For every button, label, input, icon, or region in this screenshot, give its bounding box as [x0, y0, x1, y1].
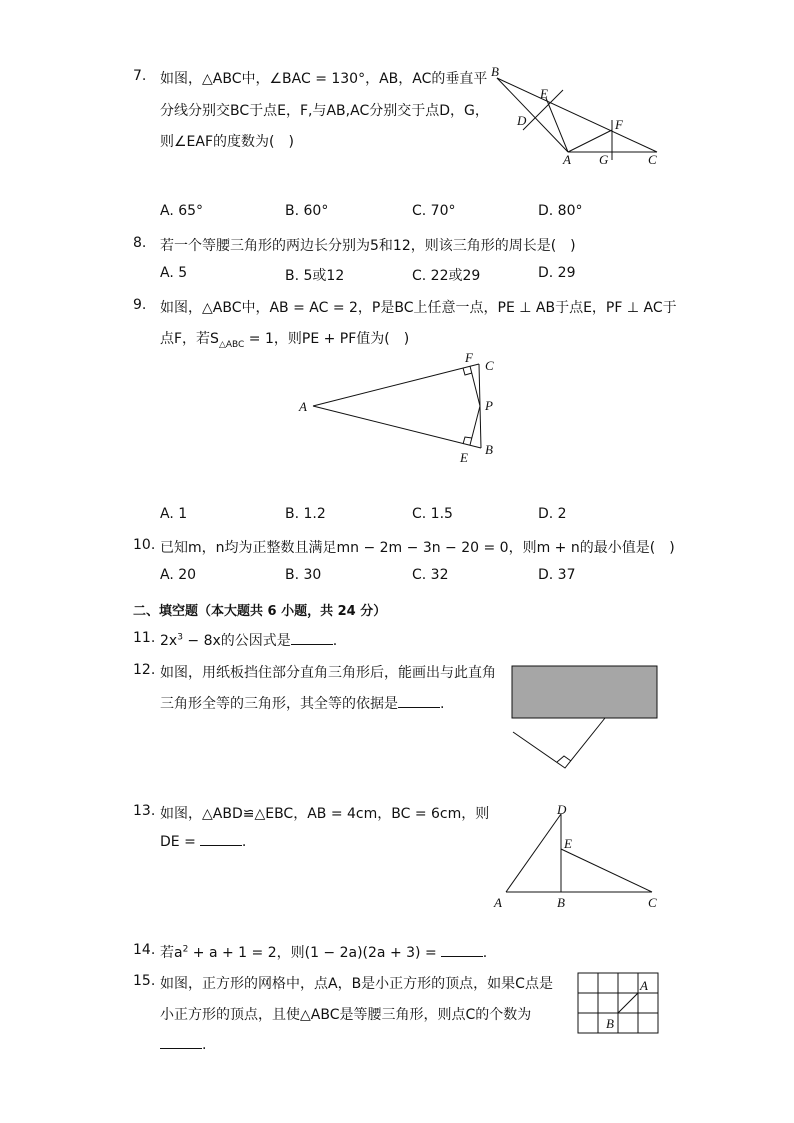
q12-number: 12. [133, 662, 156, 678]
q14-number: 14. [133, 942, 156, 958]
q14-blank[interactable] [441, 955, 483, 957]
q8-option-a[interactable]: A. 5 [160, 265, 188, 281]
q7-label-d: D [517, 113, 527, 128]
q13-end: . [241, 834, 247, 850]
q11-post: − 8x的公因式是 [182, 633, 291, 649]
q11-end: . [332, 633, 338, 649]
q7-label-g: G [599, 152, 609, 167]
q15-end: . [202, 1037, 207, 1053]
q13-label-c: C [648, 895, 657, 910]
q14-line [160, 942, 487, 962]
q9-label-c: C [485, 358, 494, 373]
q12-line-2-text: 三角形全等的三角形，其全等的依据是 [160, 696, 398, 712]
q7-label-c: C [648, 152, 657, 167]
q9-figure [295, 350, 510, 468]
q9-option-c[interactable]: C. 1.5 [412, 506, 453, 522]
q12-line-1: 如图，用纸板挡住部分直角三角形后，能画出与此直角 [160, 665, 496, 681]
q13-number: 13. [133, 803, 156, 819]
q7-seg-af [568, 130, 612, 152]
q7-label-f: F [615, 117, 623, 132]
q11-number: 11. [133, 630, 156, 646]
q9-seg-pf [470, 366, 480, 406]
q10-option-d[interactable]: D. 37 [538, 567, 576, 583]
q13-line-2 [160, 834, 246, 850]
q12-figure [505, 662, 663, 774]
q13-label-d: D [557, 802, 567, 817]
q9-line-2-b: = 1，则PE + PF值为( ) [244, 331, 410, 347]
q10-option-b[interactable]: B. 30 [285, 567, 322, 583]
q8-option-b[interactable]: B. 5或12 [285, 268, 345, 284]
q9-line-2 [160, 328, 409, 350]
q9-side-ac [313, 364, 479, 406]
q15-label-b: B [606, 1016, 614, 1031]
q13-side-ec [561, 849, 652, 892]
q7-side-ba [497, 78, 568, 152]
q13-side-ad [506, 814, 561, 892]
q14-mid: + a + 1 = 2，则(1 − 2a)(2a + 3) = [188, 945, 437, 961]
q9-label-a: A [299, 399, 307, 414]
q7-label-e: E [540, 86, 548, 101]
q14-pre: 若a [160, 945, 183, 961]
q10-option-c[interactable]: C. 32 [412, 567, 449, 583]
q9-subscript: △ABC [218, 339, 245, 350]
q9-side-ab [313, 406, 481, 448]
q9-seg-pe [470, 406, 480, 445]
q7-option-a[interactable]: A. 65° [160, 203, 204, 219]
q13-blank[interactable] [200, 844, 242, 846]
q7-number: 7. [133, 68, 147, 84]
q12-end: . [440, 696, 445, 712]
q10-line-1: 已知m，n均为正整数且满足mn − 2m − 3n − 20 = 0，则m + n的最小值是( ) [160, 540, 675, 556]
q9-label-b: B [485, 442, 493, 457]
q13-line-1: 如图，△ABD≌△EBC，AB = 4cm，BC = 6cm，则 [160, 806, 490, 822]
q7-line-2: 分线分别交BC于点E，F,与AB,AC分别交于点D，G， [160, 103, 489, 119]
q10-number: 10. [133, 537, 156, 553]
q10-option-a[interactable]: A. 20 [160, 567, 197, 583]
q15-blank[interactable] [160, 1047, 202, 1049]
q9-number: 9. [133, 297, 147, 313]
q13-label-a: A [494, 895, 502, 910]
q7-line-1: 如图，△ABC中，∠BAC = 130°，AB，AC的垂直平 [160, 71, 488, 87]
q7-option-b[interactable]: B. 60° [285, 203, 329, 219]
q9-label-e: E [460, 450, 468, 465]
q11-pre: 2x [160, 633, 178, 649]
q14-sup: 2 [182, 944, 189, 955]
q12-blank[interactable] [398, 706, 440, 708]
q7-line-3: 则∠EAF的度数为( ) [160, 134, 294, 150]
q8-number: 8. [133, 235, 147, 251]
q15-number: 15. [133, 973, 156, 989]
q9-label-f: F [465, 350, 473, 365]
q9-option-d[interactable]: D. 2 [538, 506, 567, 522]
q15-label-a: A [640, 978, 648, 993]
q9-line-1: 如图，△ABC中，AB = AC = 2，P是BC上任意一点，PE ⊥ AB于点E，PF ⊥ AC于 [160, 300, 677, 316]
q7-option-d[interactable]: D. 80° [538, 203, 583, 219]
q8-option-c[interactable]: C. 22或29 [412, 268, 481, 284]
q11-sup: 3 [177, 632, 183, 643]
q13-label-e: E [564, 836, 572, 851]
q7-figure [485, 62, 665, 170]
q15-grid-figure [577, 972, 661, 1036]
q9-option-b[interactable]: B. 1.2 [285, 506, 326, 522]
q13-figure [488, 802, 664, 914]
section-2-title: 二、填空题（本大题共 6 小题，共 24 分） [133, 604, 387, 619]
q15-line-3 [160, 1037, 206, 1053]
q15-line-1: 如图，正方形的网格中，点A，B是小正方形的顶点，如果C点是 [160, 976, 553, 992]
q12-cardboard [512, 666, 657, 718]
q8-option-d[interactable]: D. 29 [538, 265, 576, 281]
q13-line-2-text: DE = [160, 834, 196, 850]
q11-line [160, 630, 337, 650]
q14-end: . [482, 945, 488, 961]
q15-segment-ab [618, 993, 638, 1013]
q12-line-2 [160, 693, 444, 713]
q7-label-b: B [491, 64, 499, 79]
q11-blank[interactable] [291, 643, 333, 645]
q9-option-a[interactable]: A. 1 [160, 506, 188, 522]
q9-line-2-a: 点F，若S [160, 331, 219, 347]
q8-line-1: 若一个等腰三角形的两边长分别为5和12，则该三角形的周长是( ) [160, 238, 576, 254]
q12-right-angle [557, 756, 571, 762]
q15-line-2: 小正方形的顶点，且使△ABC是等腰三角形，则点C的个数为 [160, 1007, 532, 1023]
q13-label-b: B [557, 895, 565, 910]
q9-label-p: P [485, 398, 493, 413]
q7-label-a: A [563, 152, 571, 167]
q7-option-c[interactable]: C. 70° [412, 203, 456, 219]
